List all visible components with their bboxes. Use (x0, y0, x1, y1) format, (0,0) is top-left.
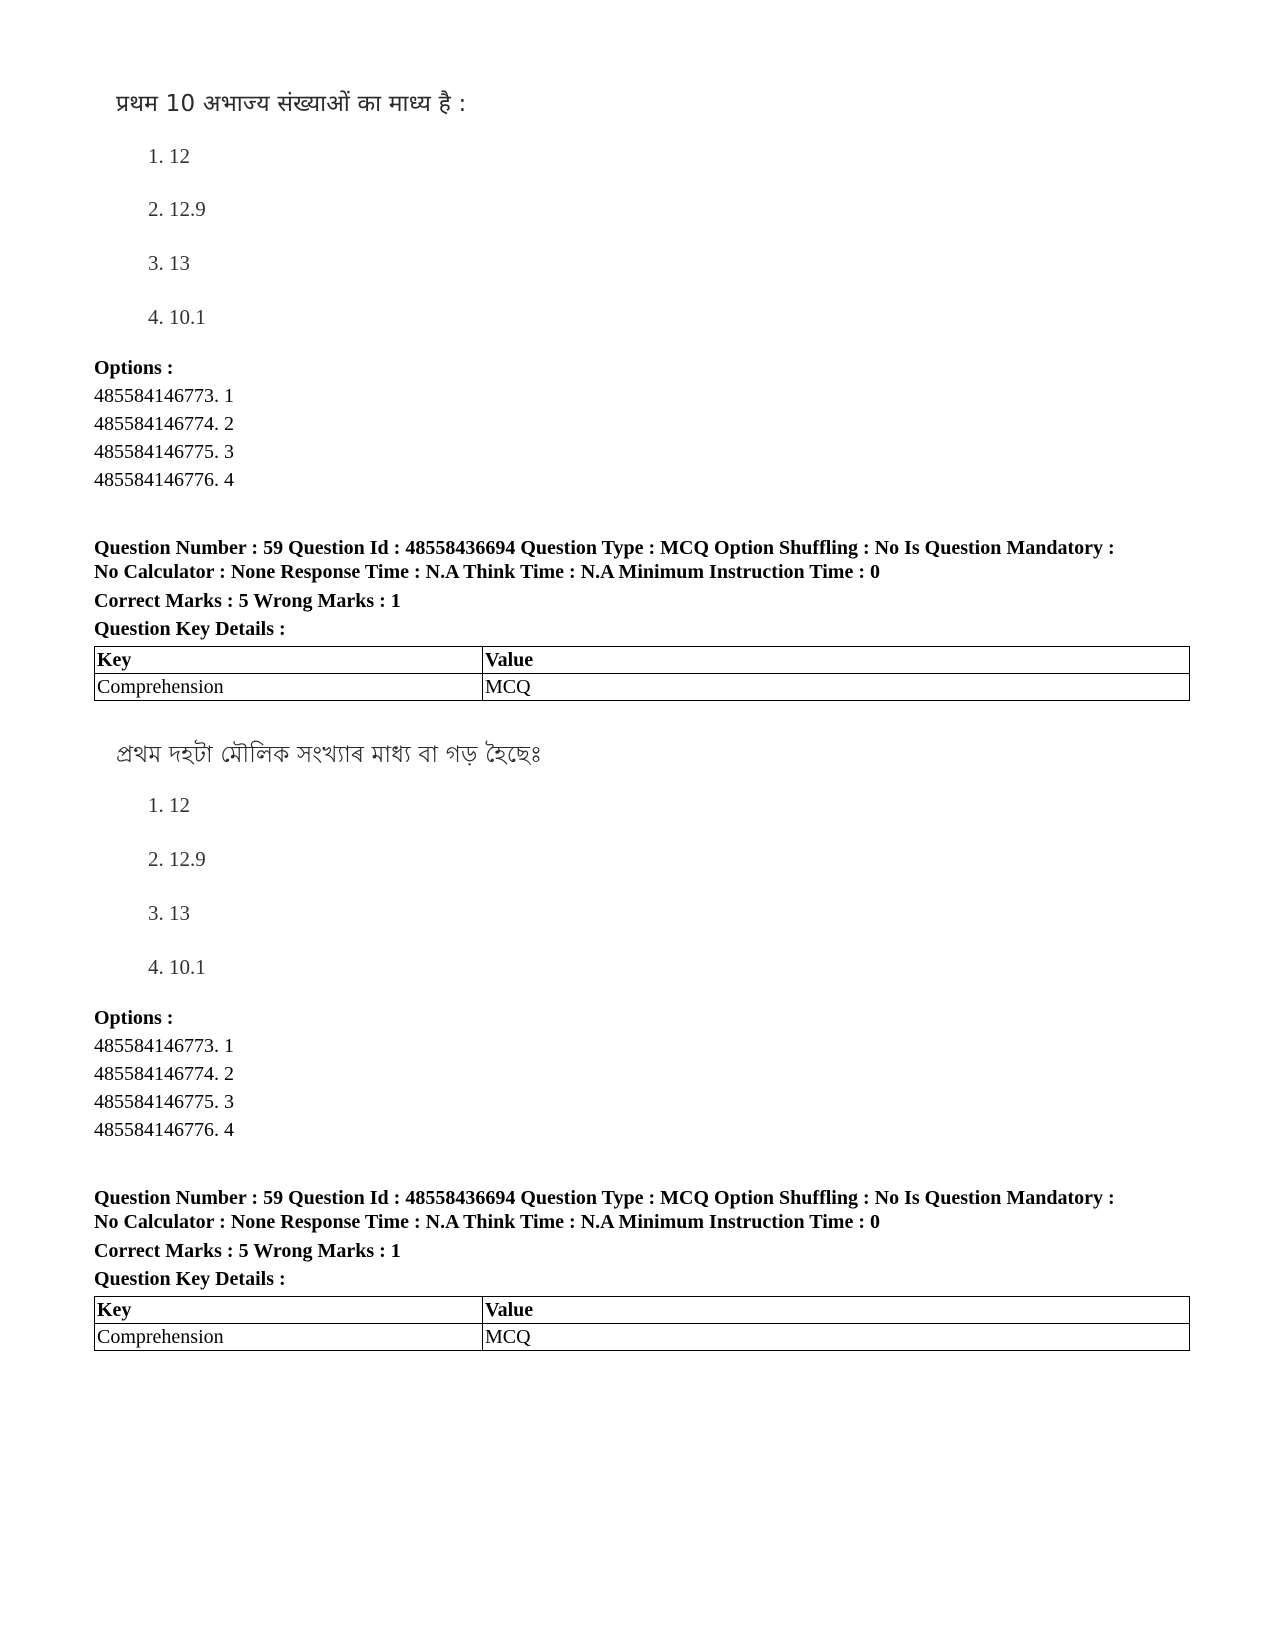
meta-line-1: Question Number : 59 Question Id : 48558436694 Question Type : MCQ Option Shuffling : No Is Question Mandatory : (94, 1187, 1115, 1209)
meta-line-2: No Calculator : None Response Time : N.A Think Time : N.A Minimum Instruction Time : 0 (94, 1211, 880, 1233)
question-text: प्रथम 10 अभाज्य संख्याओं का माध्य है : (116, 91, 467, 117)
question-text: প্ৰথম দহটা মৌলিক সংখ্যাৰ মাধ্য বা গড় হৈছেঃ (116, 742, 543, 768)
option-1: 485584146773. 1 (94, 385, 234, 407)
table-cell-value: MCQ (483, 674, 1190, 701)
option-3: 485584146775. 3 (94, 1091, 234, 1113)
question-meta (94, 536, 1194, 584)
choice-4: 4. 10.1 (148, 955, 206, 979)
options-label: Options : (94, 357, 174, 379)
table-row (95, 674, 1190, 701)
option-2: 485584146774. 2 (94, 413, 234, 435)
marks: Correct Marks : 5 Wrong Marks : 1 (94, 1240, 401, 1262)
options-label: Options : (94, 1007, 174, 1029)
choice-2: 2. 12.9 (148, 197, 206, 221)
table-header-key: Key (95, 1297, 483, 1324)
table-header-value: Value (483, 1297, 1190, 1324)
key-details-label: Question Key Details : (94, 618, 286, 640)
choice-1: 1. 12 (148, 144, 190, 168)
table-header-value: Value (483, 647, 1190, 674)
choice-3: 3. 13 (148, 901, 190, 925)
question-meta (94, 1186, 1194, 1234)
choice-3: 3. 13 (148, 251, 190, 275)
table-row (95, 1324, 1190, 1351)
option-3: 485584146775. 3 (94, 441, 234, 463)
option-4: 485584146776. 4 (94, 469, 234, 491)
key-details-table (94, 1296, 1190, 1351)
key-details-table (94, 646, 1190, 701)
option-2: 485584146774. 2 (94, 1063, 234, 1085)
choice-1: 1. 12 (148, 793, 190, 817)
marks: Correct Marks : 5 Wrong Marks : 1 (94, 590, 401, 612)
key-details-label: Question Key Details : (94, 1268, 286, 1290)
table-header-row (95, 1297, 1190, 1324)
option-4: 485584146776. 4 (94, 1119, 234, 1141)
choice-2: 2. 12.9 (148, 847, 206, 871)
table-cell-value: MCQ (483, 1324, 1190, 1351)
meta-line-1: Question Number : 59 Question Id : 48558436694 Question Type : MCQ Option Shuffling : No Is Question Mandatory : (94, 537, 1115, 559)
table-header-key: Key (95, 647, 483, 674)
option-1: 485584146773. 1 (94, 1035, 234, 1057)
choice-4: 4. 10.1 (148, 305, 206, 329)
meta-line-2: No Calculator : None Response Time : N.A Think Time : N.A Minimum Instruction Time : 0 (94, 561, 880, 583)
table-cell-key: Comprehension (95, 674, 483, 701)
table-cell-key: Comprehension (95, 1324, 483, 1351)
table-header-row (95, 647, 1190, 674)
